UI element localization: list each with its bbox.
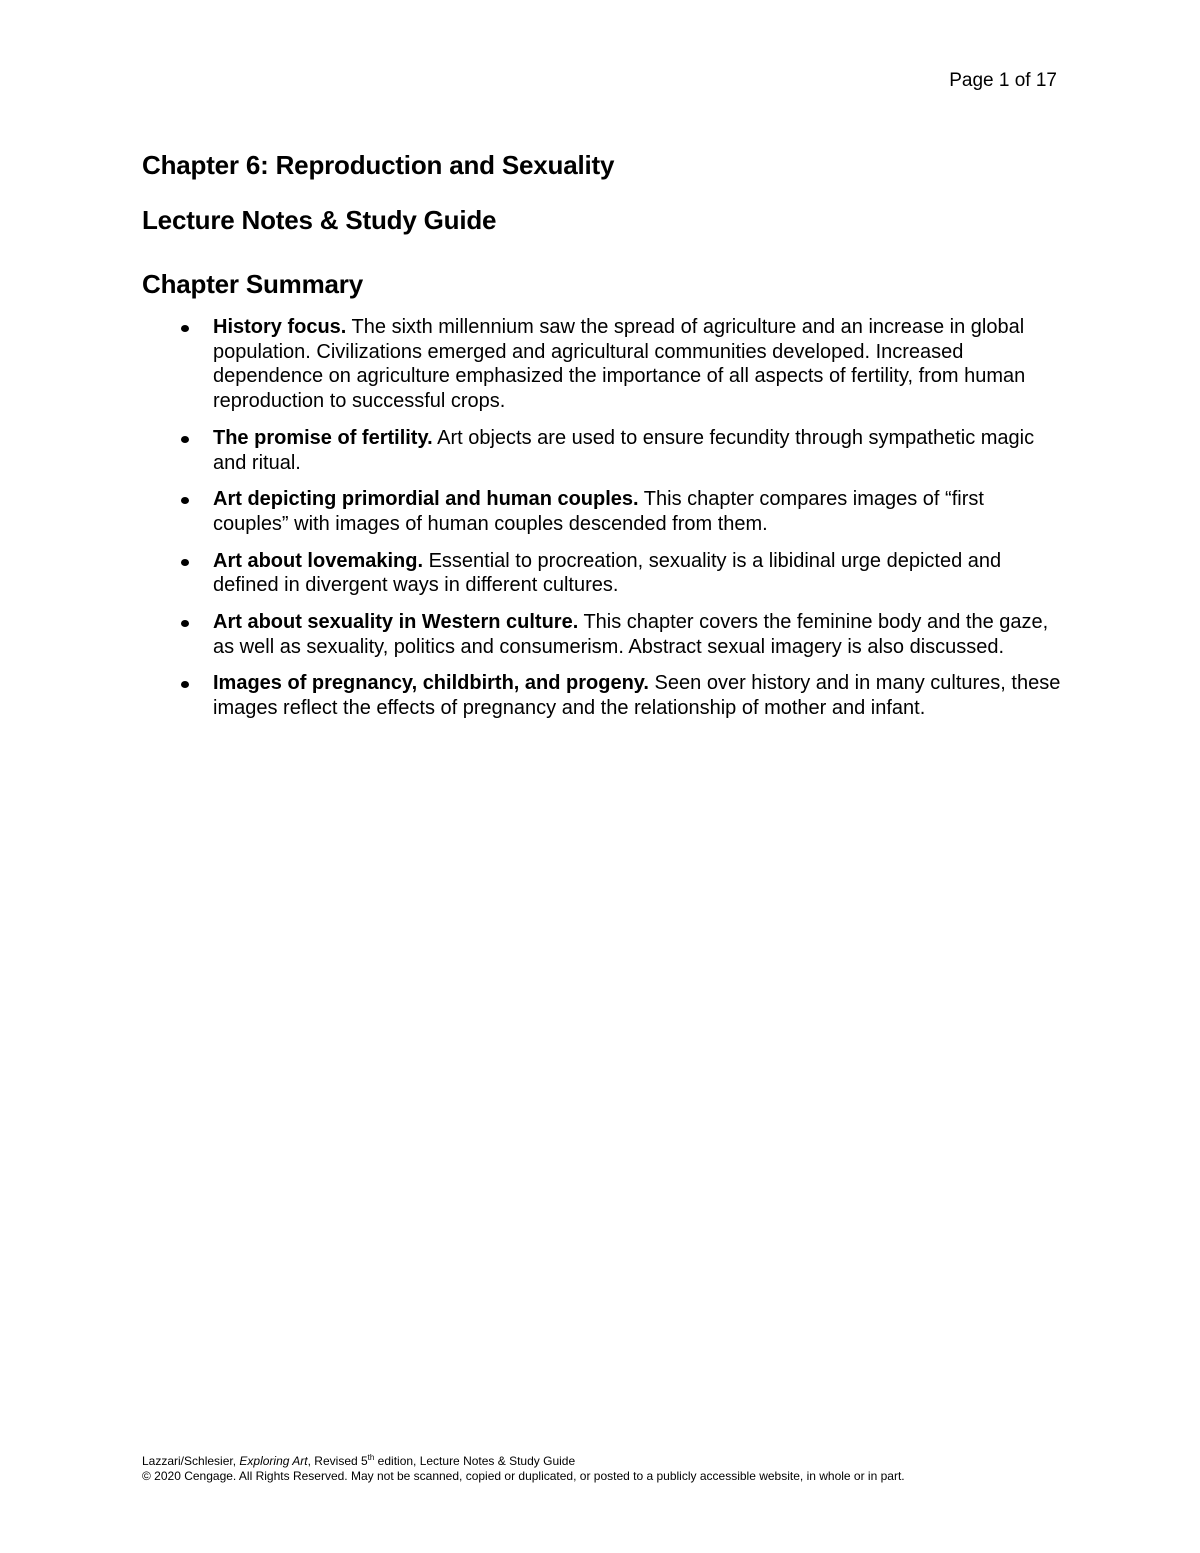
- bullet-dot-icon: [181, 559, 189, 566]
- footer-edition-sup: th: [367, 1453, 375, 1462]
- bullet-lead: Art about sexuality in Western culture.: [213, 611, 579, 634]
- bullet-lead: History focus.: [213, 316, 347, 338]
- page-footer: [142, 1450, 905, 1484]
- bullet-text: Art objects are used to ensure fecundity through sympathetic magic and ritual.: [213, 426, 1035, 474]
- bullet-text: This chapter compares images of “first couples” with images of human couples descended from them.: [213, 488, 984, 535]
- footer-edition-suffix: edition, Lecture Notes & Study Guide: [374, 1454, 576, 1468]
- chapter-summary-heading: Chapter Summary: [142, 269, 363, 299]
- bullet-lead: Art about lovemaking.: [213, 549, 424, 572]
- bullet-text: Essential to procreation, sexuality is a libidinal urge depicted and defined in divergent ways in different cultures.: [213, 549, 1002, 597]
- bullet-item: [142, 426, 1062, 475]
- bullet-dot-icon: [181, 681, 189, 688]
- bullet-item: [142, 487, 1062, 536]
- bullet-dot-icon: [181, 436, 189, 443]
- bullet-dot-icon: [181, 325, 189, 332]
- footer-authors: Lazzari/Schlesier,: [142, 1454, 240, 1468]
- bullet-item: [142, 671, 1062, 720]
- bullet-dot-icon: [181, 497, 189, 504]
- bullet-dot-icon: [181, 620, 189, 627]
- bullet-item: [142, 315, 1062, 414]
- footer-citation: [142, 1450, 905, 1469]
- page-number: Page 1 of 17: [949, 70, 1057, 91]
- bullet-lead: Images of pregnancy, childbirth, and progeny.: [213, 672, 649, 695]
- bullet-text: This chapter covers the feminine body and the gaze, as well as sexuality, politics and consumerism. Abstract sexual imagery is also discussed.: [213, 611, 1049, 658]
- document-title: Chapter 6: Reproduction and Sexuality: [142, 150, 615, 180]
- bullet-lead: Art depicting primordial and human couples.: [213, 488, 639, 511]
- footer-book-title: Exploring Art: [239, 1454, 308, 1468]
- bullet-item: [142, 549, 1062, 598]
- document-subtitle: Lecture Notes & Study Guide: [142, 205, 497, 235]
- footer-edition-prefix: , Revised 5: [307, 1454, 368, 1468]
- bullet-lead: The promise of fertility.: [213, 426, 433, 449]
- footer-copyright: © 2020 Cengage. All Rights Reserved. May not be scanned, copied or duplicated, or posted to a publicly accessible website, in whole or in part.: [142, 1469, 905, 1483]
- bullet-text: The sixth millennium saw the spread of agriculture and an increase in global population. Civilizations emerged and agricultural communities developed. Increased dependence on agriculture emphasized the importance of all aspects of fertility, from human reproduction to successful crops.: [213, 316, 1026, 413]
- summary-bullet-list: [142, 315, 1062, 733]
- bullet-text: Seen over history and in many cultures, these images reflect the effects of pregnancy and the relationship of mother and infant.: [213, 672, 1061, 720]
- bullet-item: [142, 610, 1062, 659]
